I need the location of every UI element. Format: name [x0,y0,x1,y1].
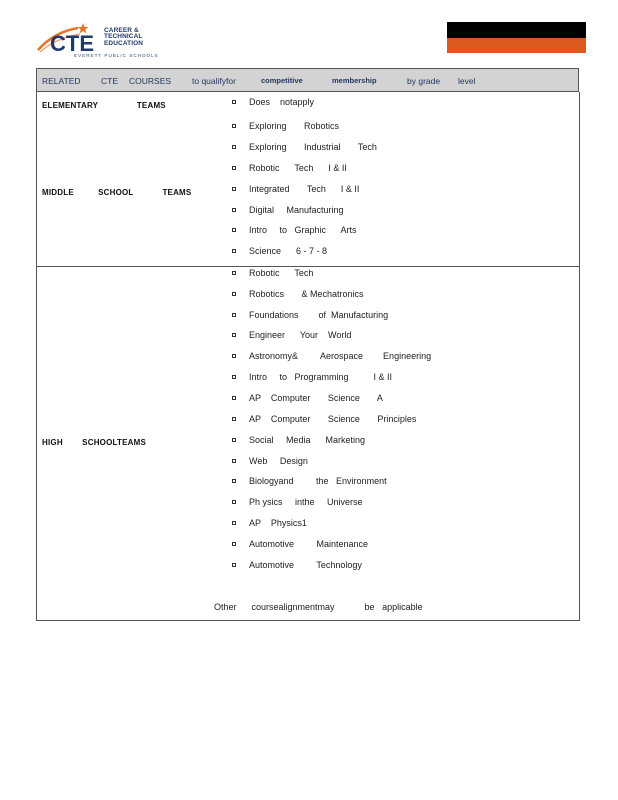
row-label-elementary: ELEMENTARY TEAMS [42,101,166,110]
logo-line-1: CAREER & [104,27,139,34]
row-label-middle: MIDDLE SCHOOL TEAMS [42,188,192,197]
row-label-high: HIGH SCHOOLTEAMS [42,438,147,447]
header-level: level [458,76,476,86]
logo-line-3: EDUCATION [104,39,144,47]
header-membership: membership [332,76,377,85]
footer-note: Other coursealignmentmay be applicable [214,602,423,612]
cte-logo [36,22,159,64]
header-related: RELATED [42,76,81,86]
header-cte: CTE [101,76,118,86]
header-black-bar [447,22,586,38]
header-competitive: competitive [261,76,303,85]
header-to-qualify: to qualifyfor [192,76,236,86]
header-courses: COURSES [129,76,172,86]
svg-text:CTE: CTE [50,31,94,56]
header-by-grade: by grade [407,76,441,86]
table-header-row [36,68,579,92]
row-divider [36,266,580,267]
logo-text [104,28,143,47]
logo-line-2: TECHNICAL [104,33,143,41]
header-orange-bar [447,38,586,53]
logo-subtitle: EVERETT PUBLIC SCHOOLS [74,53,159,58]
